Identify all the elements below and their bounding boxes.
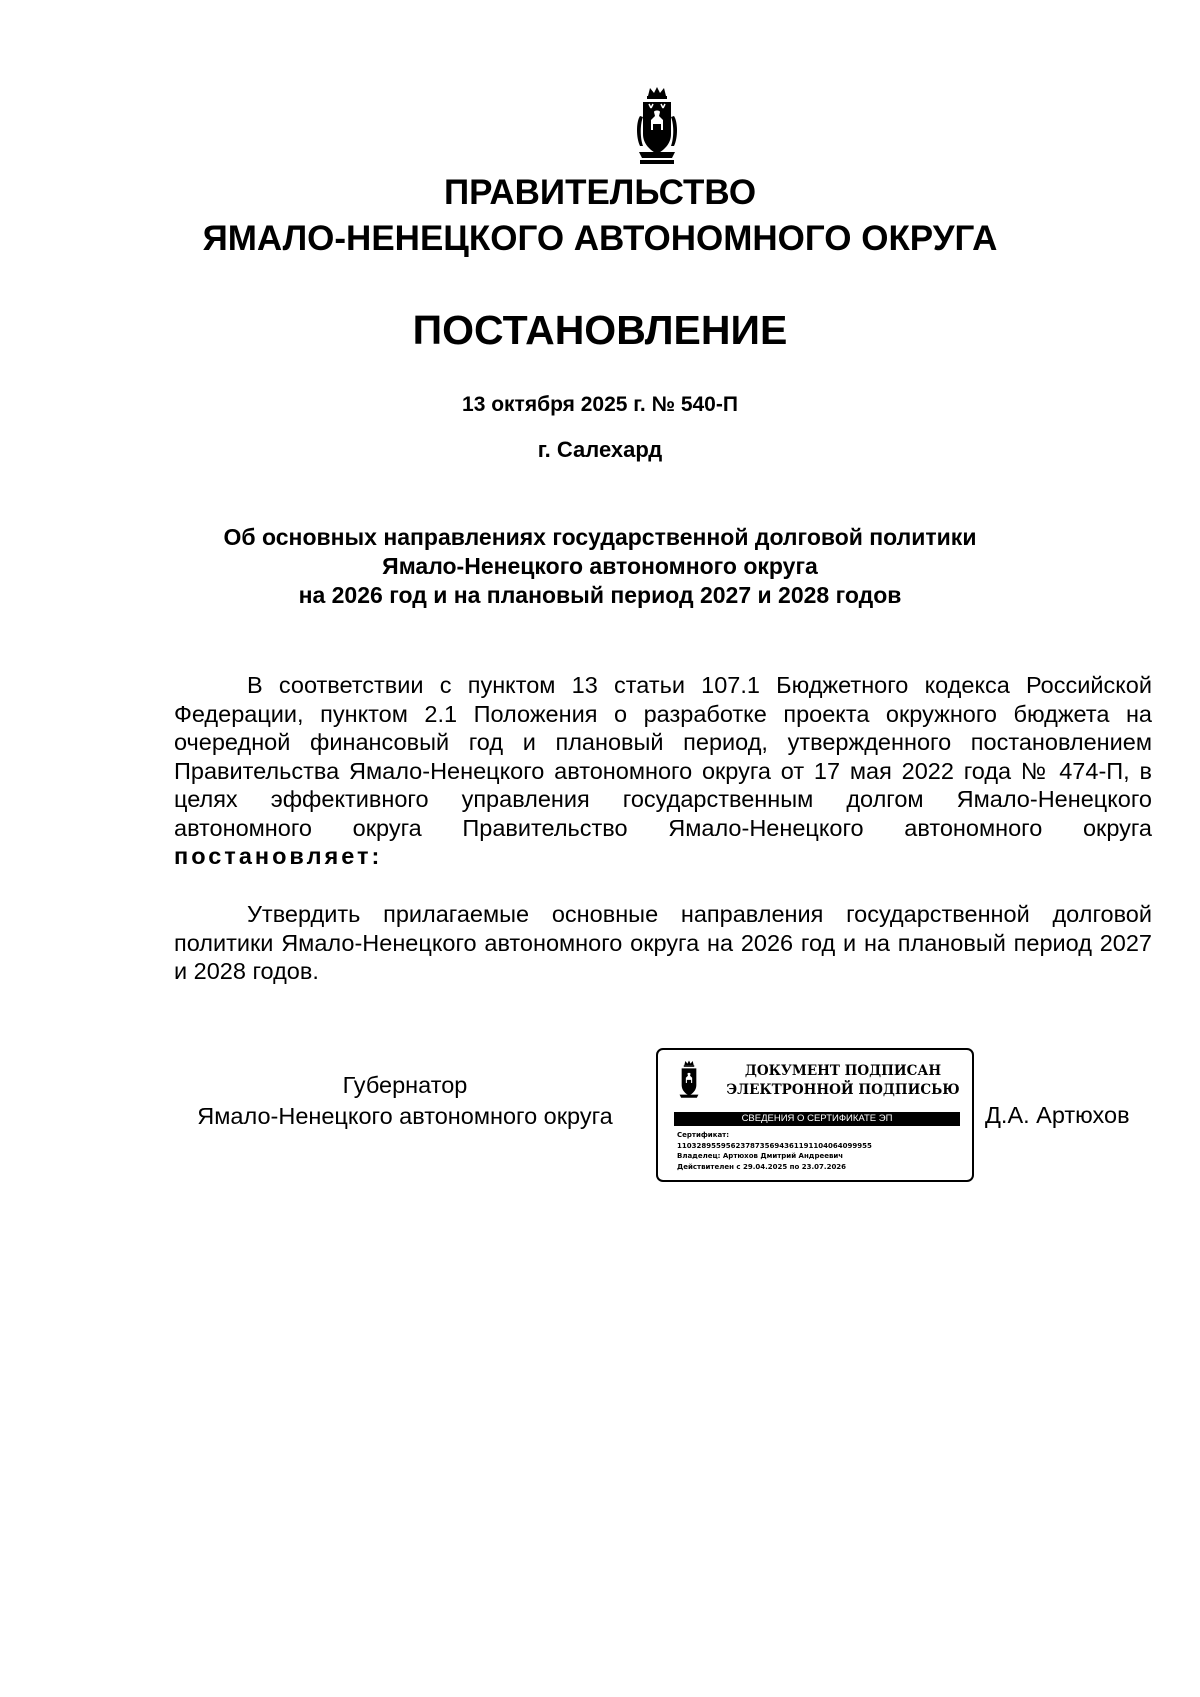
subject-line-2: Ямало-Ненецкого автономного округа [382, 553, 818, 579]
certificate-validity: Действителен с 29.04.2025 по 23.07.2026 [677, 1162, 847, 1171]
paragraph-1-text: В соответствии с пунктом 13 статьи 107.1 Бюджетного кодекса Российской Федерации, пунктом 2.1 Положения о разработке проекта окружного бюджета на очередной финансовый год и плановый период, утвержденного постановлением Правительства Ямало-Ненецкого автономного округа от 17 мая 2022 года № 474-П, в целях эффективного управления государственным долгом Ямало-Ненецкого автономного округа Правительство Ямало-Ненецкого автономного округа [174, 672, 1152, 841]
subject-line-1: Об основных направлениях государственной долговой политики [223, 524, 977, 550]
certificate-label: Сертификат: [677, 1131, 730, 1139]
certificate-details [677, 1130, 872, 1172]
stamp-heading-line-2: ЭЛЕКТРОННОЙ ПОДПИСЬЮ [726, 1082, 960, 1098]
signatory-title [174, 1070, 636, 1132]
date-and-number: 13 октября 2025 г. № 540-П [462, 393, 738, 416]
subject-line-3: на 2026 год и на плановый период 2027 и 2028 годов [298, 582, 902, 608]
signatory-name: Д.А. Артюхов [985, 1102, 1130, 1128]
certificate-number: 1103289559562378735694361191104064099955 [677, 1141, 872, 1150]
signatory-title-line-1: Губернатор [342, 1072, 468, 1098]
stamp-heading-line-1: ДОКУМЕНТ ПОДПИСАН [744, 1063, 942, 1079]
electronic-signature-stamp [656, 1048, 974, 1182]
organization-line-1: ПРАВИТЕЛЬСТВО [443, 173, 757, 212]
document-subject [0, 523, 1200, 610]
body-paragraph-1 [174, 671, 1152, 871]
city: г. Салехард [537, 437, 663, 462]
resolves-keyword: постановляет: [174, 843, 383, 869]
stamp-heading [718, 1062, 968, 1100]
signatory-title-line-2: Ямало-Ненецкого автономного округа [197, 1103, 613, 1129]
coat-of-arms-icon [634, 86, 680, 170]
certificate-info-bar: СВЕДЕНИЯ О СЕРТИФИКАТЕ ЭП [674, 1112, 960, 1126]
body-paragraph-2: Утвердить прилагаемые основные направления государственной долговой политики Ямало-Ненецкого автономного округа на 2026 год и на плановый период 2027 и 2028 годов. [174, 901, 1152, 984]
document-type: ПОСТАНОВЛЕНИЕ [412, 307, 788, 353]
coat-of-arms-icon [676, 1060, 702, 1104]
organization-name [0, 170, 1200, 262]
organization-line-2: ЯМАЛО-НЕНЕЦКОГО АВТОНОМНОГО ОКРУГА [202, 219, 998, 258]
certificate-owner: Владелец: Артюхов Дмитрий Андреевич [677, 1152, 844, 1160]
